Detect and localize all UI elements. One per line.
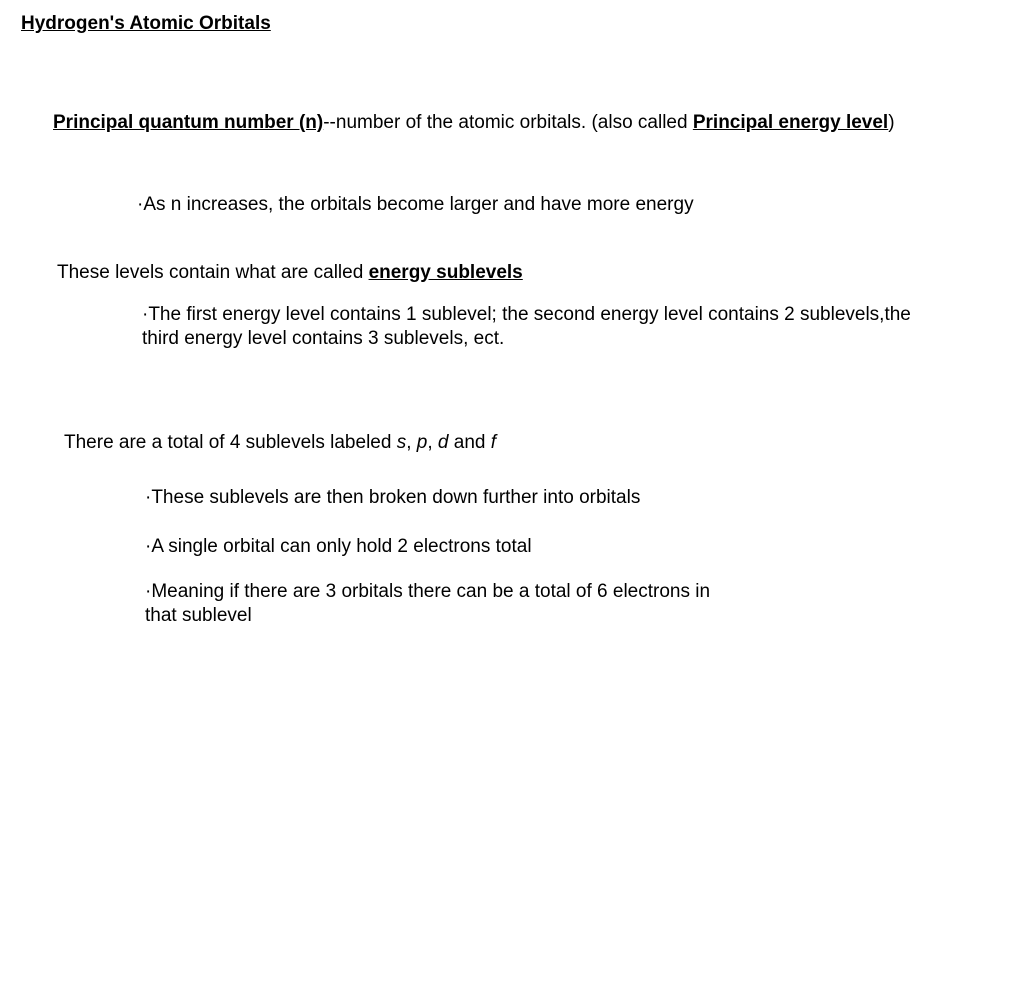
- bullet-meaning-line1: ·Meaning if there are 3 orbitals there can be a total of 6 electrons in: [145, 581, 711, 602]
- sublevel-d: d: [437, 432, 449, 453]
- levels-intro: These levels contain what are called: [57, 262, 369, 283]
- principal-quantum-definition: --number of the atomic orbitals. (also called: [323, 112, 693, 133]
- bullet-single-orbital: ·A single orbital can only hold 2 electrons total: [145, 536, 532, 557]
- bullet-n-increases: ·As n increases, the orbitals become larger and have more energy: [137, 194, 694, 215]
- separator-1: ,: [406, 432, 417, 453]
- bullet-meaning-line2: that sublevel: [145, 605, 252, 626]
- sublevel-f: f: [490, 432, 497, 453]
- bullet-sublevel-counts: [142, 303, 911, 351]
- page-title: Hydrogen's Atomic Orbitals: [21, 13, 271, 34]
- principal-quantum-line: [53, 111, 895, 135]
- bullet-sublevel-counts-line2: third energy level contains 3 sublevels, ect.: [142, 328, 505, 349]
- total-sublevels-intro: There are a total of 4 sublevels labeled: [64, 432, 397, 453]
- sublevel-s: s: [396, 432, 407, 453]
- energy-sublevels-term: energy sublevels: [368, 262, 523, 283]
- total-sublevels-line: [64, 431, 496, 455]
- separator-2: ,: [427, 432, 438, 453]
- bullet-sublevel-counts-line1: ·The first energy level contains 1 sublevel; the second energy level contains 2 sublevels,the: [142, 304, 911, 325]
- principal-energy-level-term: Principal energy level: [692, 112, 889, 133]
- sublevel-p: p: [416, 432, 428, 453]
- levels-line: [57, 261, 523, 285]
- bullet-broken-into-orbitals: ·These sublevels are then broken down further into orbitals: [145, 487, 641, 508]
- principal-close-paren: ): [888, 112, 895, 133]
- and-word: and: [448, 432, 491, 453]
- bullet-meaning: [145, 580, 710, 628]
- principal-quantum-term: Principal quantum number (n): [53, 112, 324, 133]
